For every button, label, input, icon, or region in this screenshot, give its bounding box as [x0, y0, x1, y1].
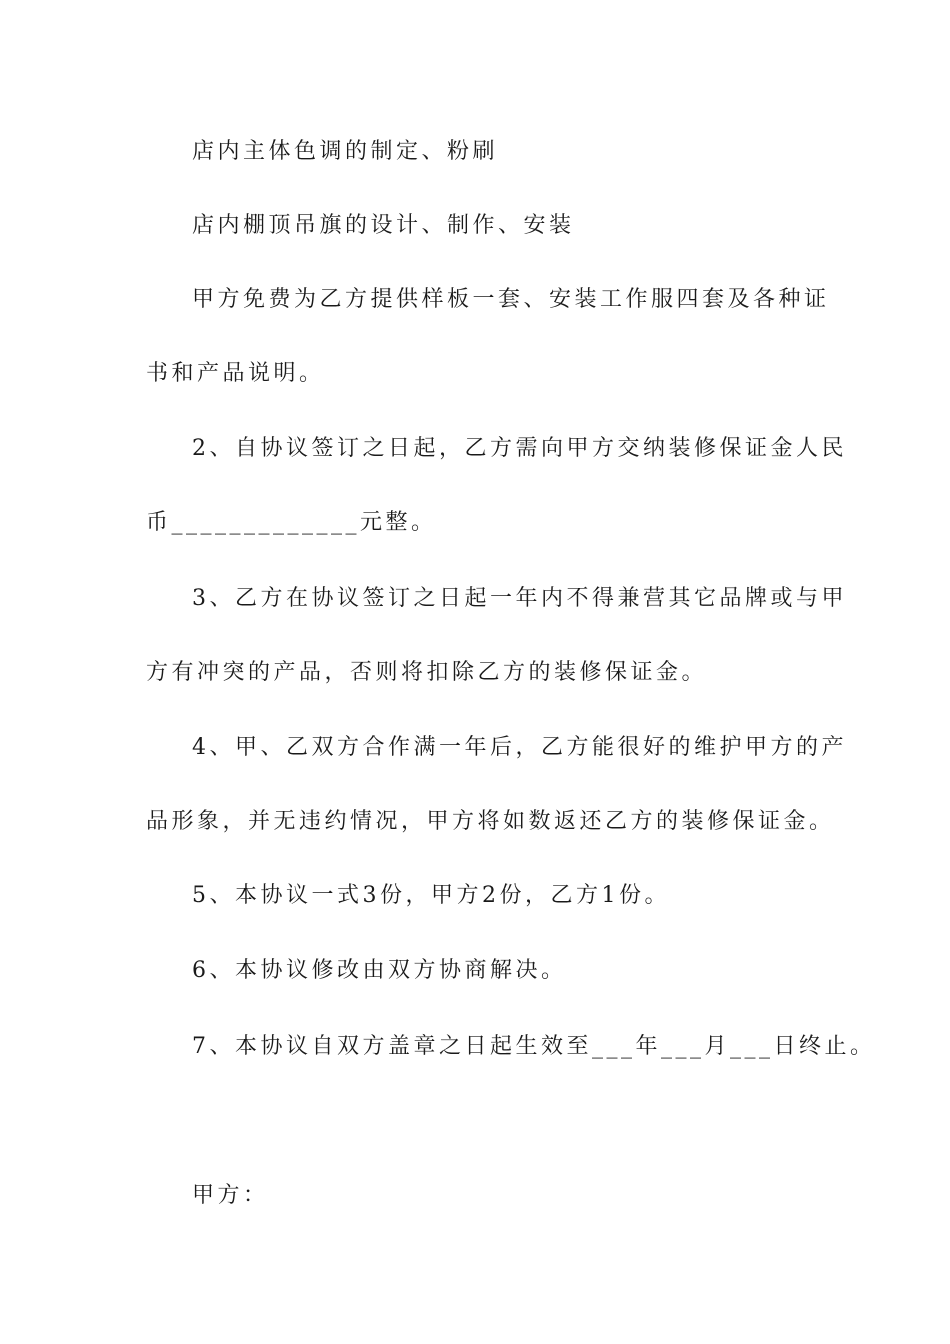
clause-6: 6、本协议修改由双方协商解决。 — [192, 958, 567, 983]
clause-4-line-1: 4、甲、乙双方合作满一年后，乙方能很好的维护甲方的产 — [192, 735, 847, 760]
clause-3-line-1: 3、乙方在协议签订之日起一年内不得兼营其它品牌或与甲 — [192, 586, 847, 611]
signature-party-a: 甲方： — [192, 1183, 269, 1208]
paragraph-line-1: 店内主体色调的制定、粉刷 — [192, 139, 499, 164]
paragraph-line-3: 甲方免费为乙方提供样板一套、安装工作服四套及各种证 — [192, 287, 830, 312]
paragraph-line-2: 店内棚顶吊旗的设计、制作、安装 — [192, 213, 575, 238]
clause-4-line-2: 品形象，并无违约情况，甲方将如数返还乙方的装修保证金。 — [146, 809, 835, 834]
clause-2-line-2: 币_____________元整。 — [146, 510, 437, 535]
clause-2-line-1: 2、自协议签订之日起，乙方需向甲方交纳装修保证金人民 — [192, 436, 847, 461]
clause-5: 5、本协议一式3份，甲方2份，乙方1份。 — [192, 883, 670, 908]
clause-7: 7、本协议自双方盖章之日起生效至___年___月___日终止。 — [192, 1034, 876, 1059]
clause-3-line-2: 方有冲突的产品，否则将扣除乙方的装修保证金。 — [146, 660, 708, 685]
paragraph-line-4: 书和产品说明。 — [146, 361, 325, 386]
